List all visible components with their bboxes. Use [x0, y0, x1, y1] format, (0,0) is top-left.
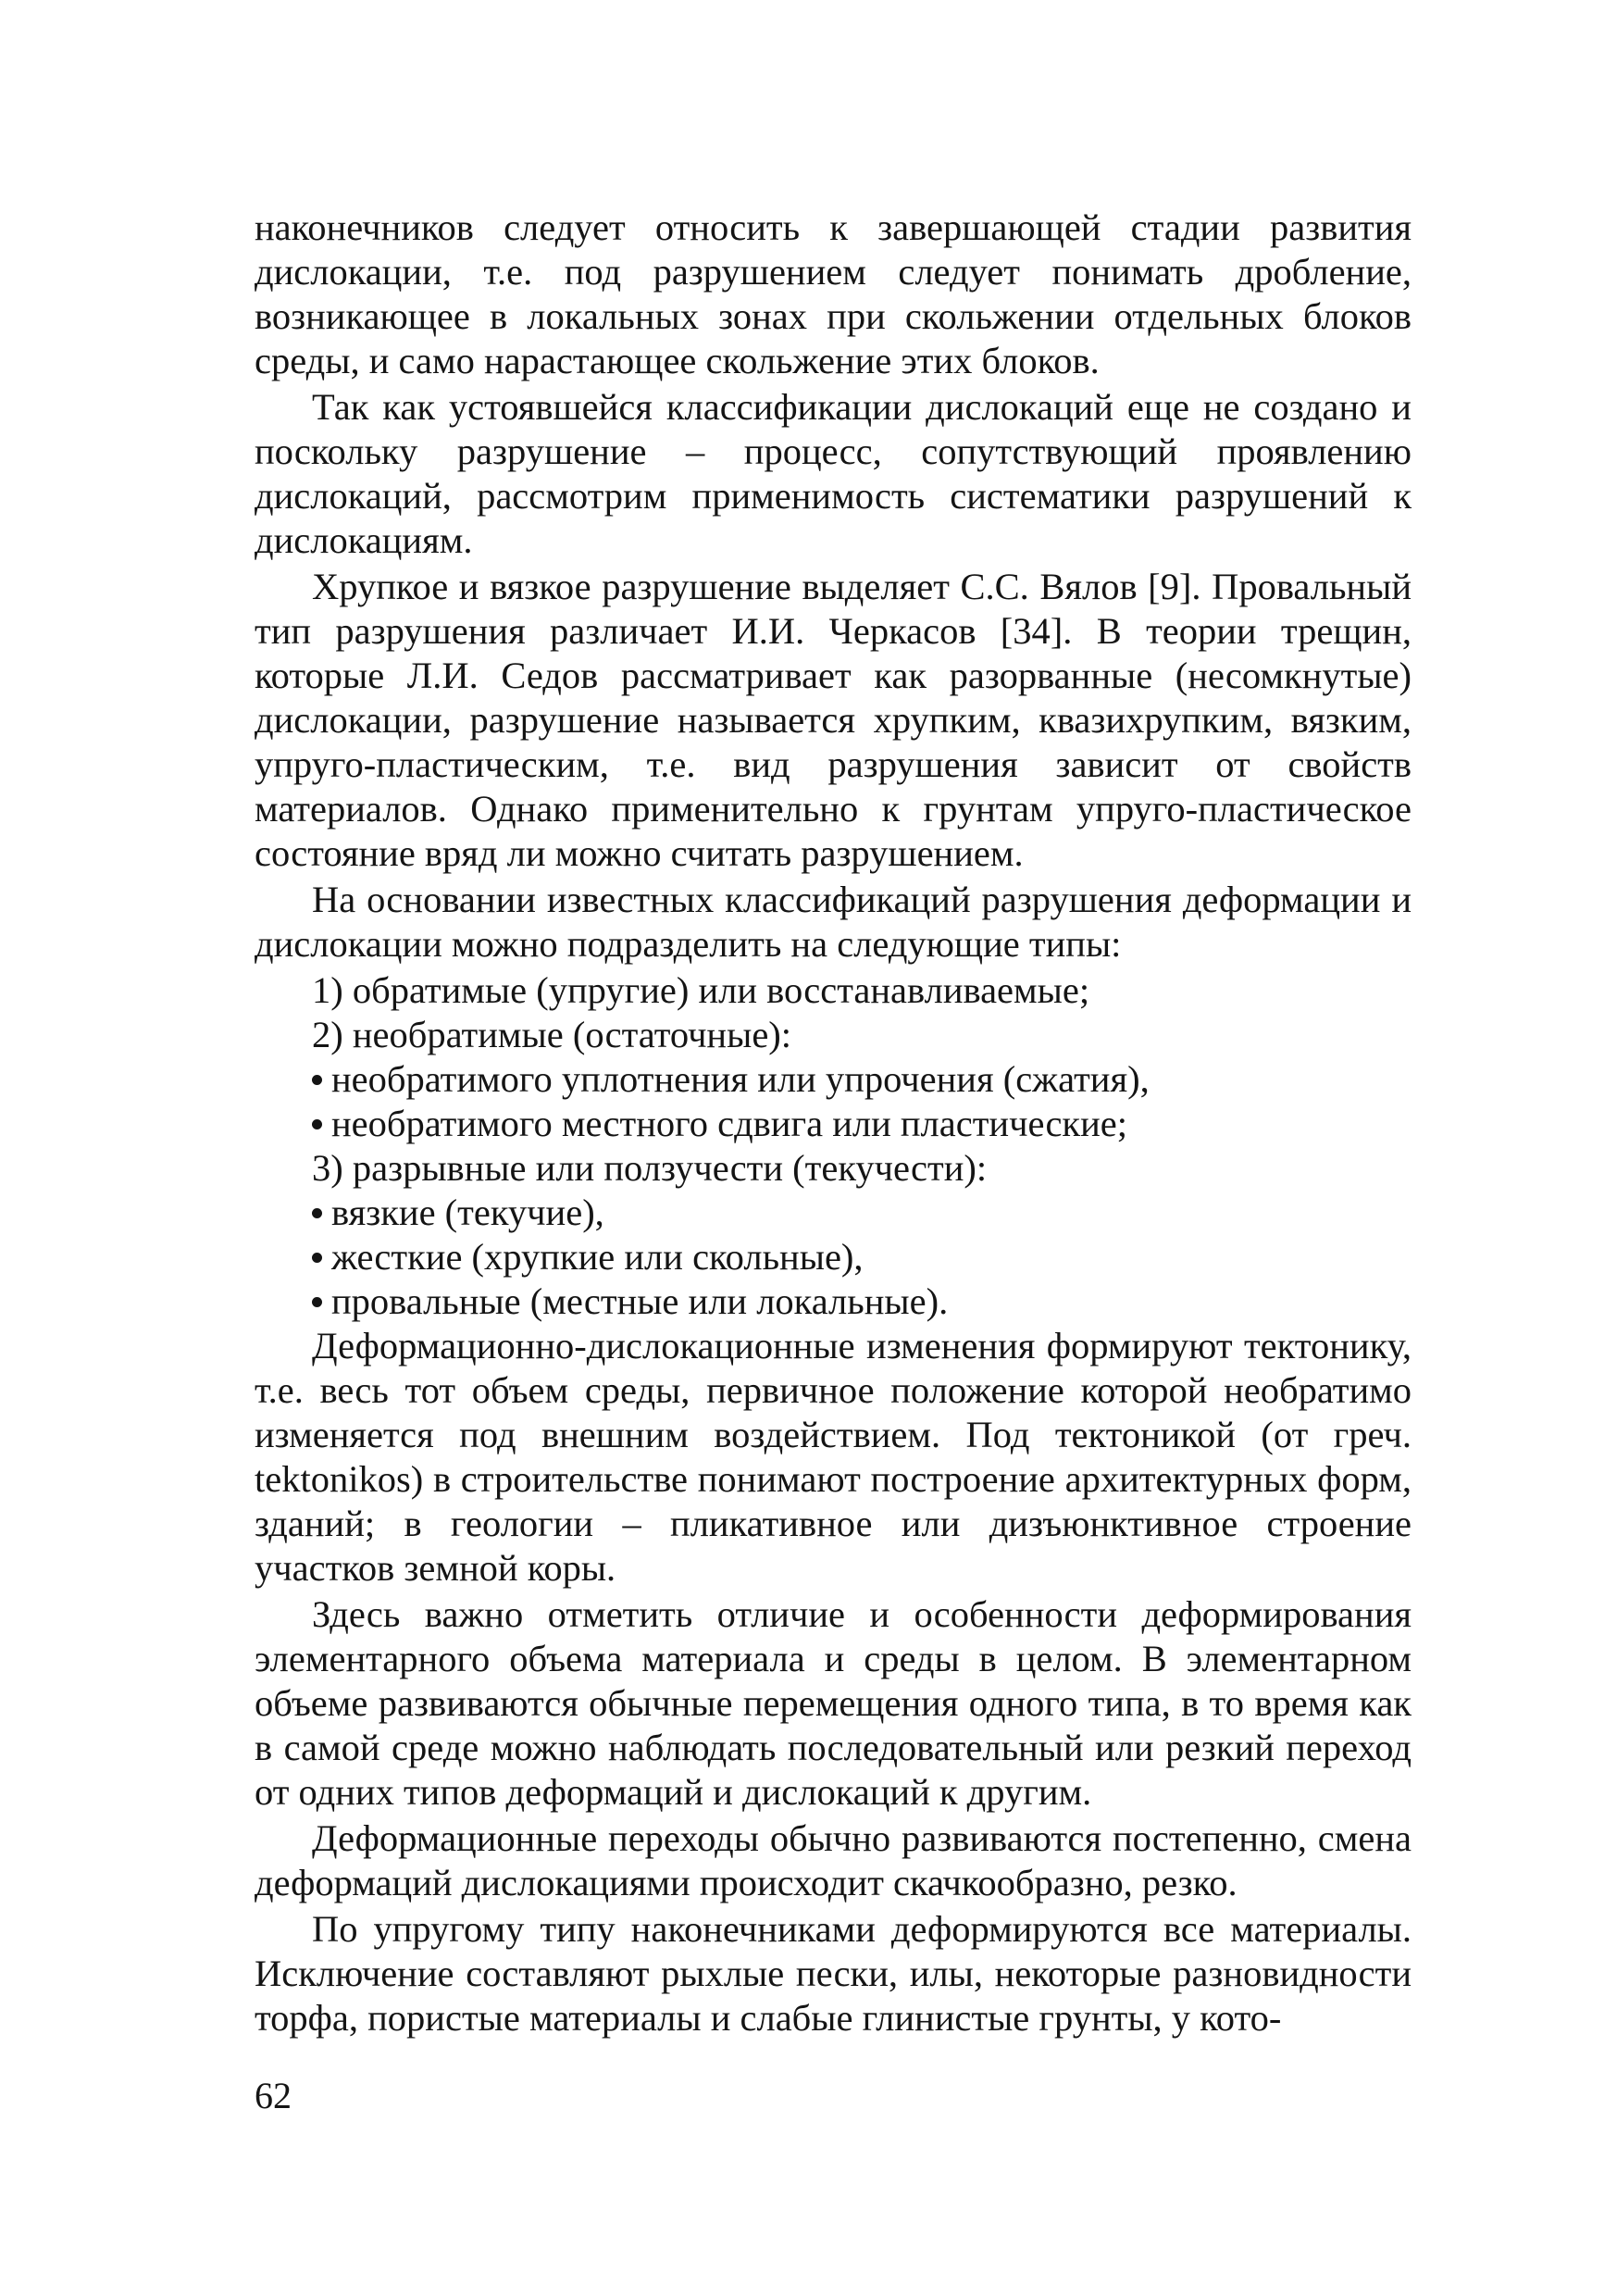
bullet-icon	[312, 1208, 322, 1218]
list-item-text: вязкие (текучие),	[331, 1192, 604, 1233]
page-number: 62	[255, 2075, 292, 2116]
paragraph: По упругому типу наконечниками деформируются все материалы. Исключение составляют рыхлые пески, илы, некоторые разновидности торфа, пористые материалы и слабые глинистые грунты, у кото-	[255, 1908, 1412, 2039]
list-item	[255, 1191, 1412, 1235]
paragraph: Так как устоявшейся классификации дислокаций еще не создано и поскольку разрушение – процесс, сопутствующий проявлению дислокаций, рассмотрим применимость систематики разрушений к дислокациям.	[255, 386, 1412, 561]
paragraph: наконечников следует относить к завершающей стадии развития дислокации, т.е. под разрушением следует понимать дробление, возникающее в локальных зонах при скольжении отдельных блоков среды, и само нарастающее скольжение этих блоков.	[255, 206, 1412, 381]
list-item	[255, 1102, 1412, 1146]
list-item	[255, 1279, 1412, 1324]
bullet-icon	[312, 1119, 322, 1129]
paragraph: На основании известных классификаций разрушения деформации и дислокации можно подразделить на следующие типы:	[255, 879, 1412, 965]
classification-list	[255, 968, 1412, 1324]
list-item	[255, 1057, 1412, 1102]
paragraph: Здесь важно отметить отличие и особенности деформирования элементарного объема материала и среды в целом. В элементарном объеме развиваются обычные перемещения одного типа, в то время как в самой среде можно наблюдать последовательный или резкий переход от одних типов деформаций и дислокаций к другим.	[255, 1593, 1412, 1813]
bullet-icon	[312, 1297, 322, 1307]
list-item-text: 2) необратимые (остаточные):	[312, 1014, 792, 1055]
list-item-text: жесткие (хрупкие или скольные),	[331, 1236, 864, 1278]
bullet-icon	[312, 1253, 322, 1263]
list-item-text: необратимого уплотнения или упрочения (сжатия),	[331, 1058, 1150, 1100]
list-item	[255, 1013, 1412, 1057]
list-item	[255, 1146, 1412, 1191]
list-item-text: 1) обратимые (упругие) или восстанавливаемые;	[312, 969, 1090, 1011]
paragraph: Хрупкое и вязкое разрушение выделяет С.С. Вялов [9]. Провальный тип разрушения различает И.И. Черкасов [34]. В теории трещин, которые Л.И. Седов рассматривает как разорванные (несомкнутые) дислокации, разрушение называется хрупким, квазихрупким, вязким, упруго-пластическим, т.е. вид разрушения зависит от свойств материалов. Однако применительно к грунтам упруго-пластическое состояние вряд ли можно считать разрушением.	[255, 566, 1412, 874]
list-item	[255, 968, 1412, 1013]
list-item	[255, 1235, 1412, 1279]
list-item-text: необратимого местного сдвига или пластические;	[331, 1103, 1127, 1144]
bullet-icon	[312, 1075, 322, 1085]
list-item-text: провальные (местные или локальные).	[331, 1280, 949, 1322]
body-text	[255, 206, 1412, 2042]
paragraph: Деформационные переходы обычно развиваются постепенно, смена деформаций дислокациями происходит скачкообразно, резко.	[255, 1817, 1412, 1903]
list-item-text: 3) разрывные или ползучести (текучести):	[312, 1147, 988, 1189]
paragraph: Деформационно-дислокационные изменения формируют тектонику, т.е. весь тот объем среды, первичное положение которой необратимо изменяется под внешним воздействием. Под тектоникой (от греч. tektonikos) в строительстве понимают построение архитектурных форм, зданий; в геологии – пликативное или дизъюнктивное строение участков земной коры.	[255, 1325, 1412, 1589]
